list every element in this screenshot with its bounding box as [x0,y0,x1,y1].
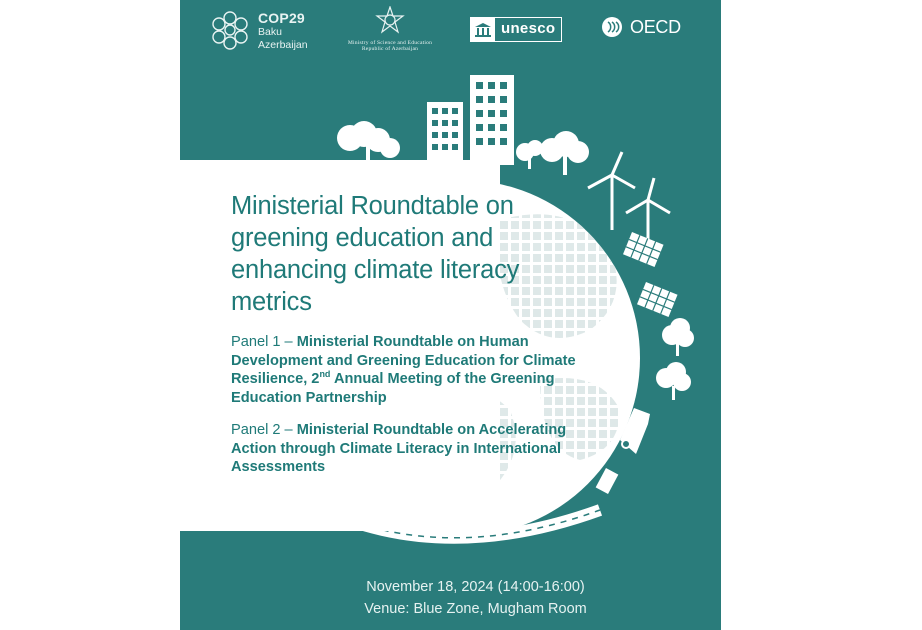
oecd-circle-icon [601,16,627,38]
panel-2-label: Panel 2 – [231,422,297,438]
title-line-1: Ministerial Roundtable on [231,192,514,220]
cop29-logo-text [258,11,308,50]
ministry-logo [330,6,450,52]
title-line-3: enhancing climate literacy [231,256,520,284]
azerbaijan-emblem-icon [375,6,405,36]
cop29-country: Azerbaijan [258,38,308,51]
title-line-4: metrics [231,288,312,316]
unesco-temple-icon [471,18,495,41]
event-details [180,576,721,620]
event-title [231,190,591,318]
panel-1-title-a: Ministerial Roundtable on Human Development and Greening Education for Climate Resilience, 2 [231,334,576,387]
cop29-city: Baku [258,26,282,38]
partner-logos [180,0,721,70]
poster-content [231,190,591,477]
oecd-wordmark: OECD [630,16,681,37]
oecd-logo [601,16,681,38]
title-line-2: greening education and [231,224,494,252]
panel-2 [231,421,591,477]
unesco-logo [470,17,562,42]
cop29-title: COP29 [258,10,305,26]
unesco-wordmark: unesco [495,18,561,41]
panel-2-title: Ministerial Roundtable on Accelerating Action through Climate Literacy in International Assessments [231,422,567,475]
ministry-name: Ministry of Science and Education [347,40,433,46]
panel-1 [231,333,591,407]
panel-1-label: Panel 1 – [231,334,297,350]
event-poster [180,0,721,630]
cop29-wreath-icon [210,10,250,50]
panel-1-ordinal: nd [319,369,331,380]
panel-1-title-b: Annual Meeting of the Greening Education Partnership [231,371,555,406]
event-venue: Venue: Blue Zone, Mugham Room [364,601,587,617]
event-date: November 18, 2024 (14:00-16:00) [366,579,585,595]
ministry-country: Republic of Azerbaijan [361,46,419,52]
